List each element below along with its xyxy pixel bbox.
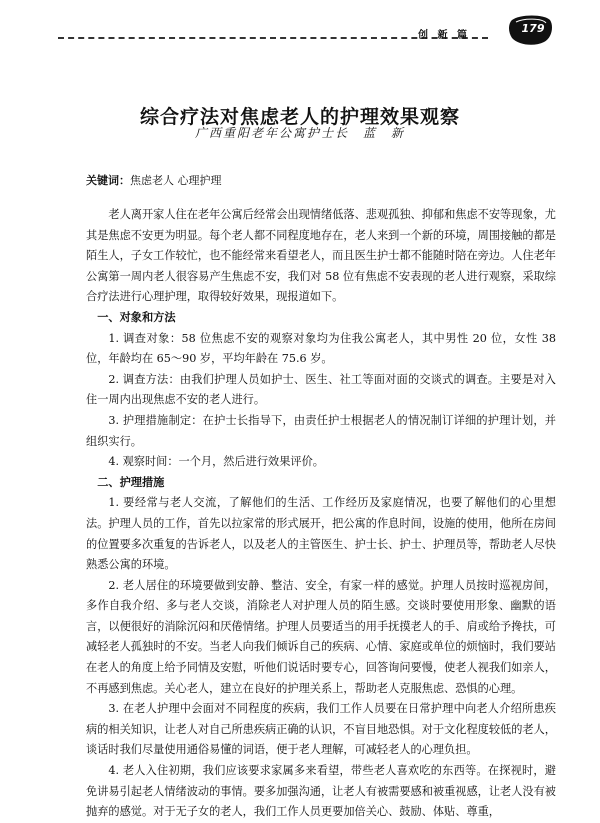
- keywords-text: 焦虑老人 心理护理: [130, 174, 222, 187]
- section1-item: 2. 调查方法：由我们护理人员如护士、医生、社工等面对面的交谈式的调查。主要是对入住一周内出现焦虑不安的老人进行。: [86, 372, 556, 407]
- keywords-label: 关键词：: [86, 174, 130, 187]
- article-body: [86, 205, 556, 823]
- keywords-line: [86, 172, 222, 188]
- section1-item: 4. 观察时间：一个月，然后进行效果评价。: [108, 455, 324, 469]
- section2-item: 4. 老人入住初期，我们应该要求家属多来看望，带些老人喜欢吃的东西等。在探视时，避免讲易引起老人情绪波动的事情。要多加强沟通，让老人有被需要感和被重视感，让老人没有被抛弃的感觉。对于无子女的老人，我们工作人员更要加倍关心、鼓励、体贴、尊重，: [86, 764, 556, 819]
- intro-paragraph: 老人离开家人住在老年公寓后经常会出现情绪低落、悲观孤独、抑郁和焦虑不安等现象，尤其是焦虑不安更为明显。每个老人都不同程度地存在，老人来到一个新的环境，周围接触的都是陌生人，子女工作较忙，也不能经常来看望老人，而且医生护士都不能随时陪在旁边。人住老年公寓第一周内老人很容易产生焦虑不安，我们对 58 位有焦虑不安表现的老人进行观察，采取综合疗法进行心理护理，取得较好效果，现报道如下。: [86, 208, 556, 304]
- section2-item: 2. 老人居住的环境要做到安静、整洁、安全，有家一样的感觉。护理人员按时巡视房间，多作自我介绍、多与老人交谈，消除老人对护理人员的陌生感。交谈时要使用形象、幽默的语言，以便很好的消除沉闷和厌倦情绪。护理人员要适当的用手抚摸老人的手、肩或给予搀扶，可减轻老人孤独时的不安。当老人向我们倾诉自己的疾病、心情、家庭或单位的烦恼时，我们要站在老人的角度上给予同情及安慰，听他们说话时要专心，回答询问要慢，使老人视我们如亲人，不再感到焦虑。关心老人，建立在良好的护理关系上，帮助老人克服焦虑、恐惧的心理。: [86, 578, 556, 695]
- section2-item: 3. 在老人护理中会面对不同程度的疾病，我们工作人员要在日常护理中向老人介绍所患疾病的相关知识，让老人对自己所患疾病正确的认识，不盲目地恐惧。对于文化程度较低的老人，谈话时我们尽量使用通俗易懂的词语，便于老人理解，可减轻老人的心理负担。: [86, 702, 556, 757]
- section-heading-2: 二、护理措施: [97, 475, 165, 489]
- section1-item: 3. 护理措施制定：在护士长指导下，由责任护士根据老人的情况制订详细的护理计划，并组织实行。: [86, 413, 556, 448]
- section-heading-1: 一、对象和方法: [97, 310, 176, 324]
- page-number: 179: [521, 22, 545, 35]
- section-tag: 创 新 篇: [418, 30, 470, 41]
- running-header: [58, 26, 528, 40]
- article-title: 综合疗法对焦虑老人的护理效果观察: [139, 105, 460, 128]
- section1-item: 1. 调查对象：58 位焦虑不安的观察对象均为住我公寓老人，其中男性 20 位，女性 38 位，年龄均在 65～90 岁，平均年龄在 75.6 岁。: [86, 331, 556, 366]
- author-byline: 广西重阳老年公寓护士长 蓝 新: [194, 126, 405, 140]
- section2-item: 1. 要经常与老人交流，了解他们的生活、工作经历及家庭情况，也要了解他们的心里想法。护理人员的工作，首先以拉家常的形式展开，把公寓的作息时间，设施的使用，他所在房间的位置要多次重复的告诉老人，以及老人的主管医生、护士长、护士、护理员等，帮助老人尽快熟悉公寓的环境。: [86, 496, 556, 572]
